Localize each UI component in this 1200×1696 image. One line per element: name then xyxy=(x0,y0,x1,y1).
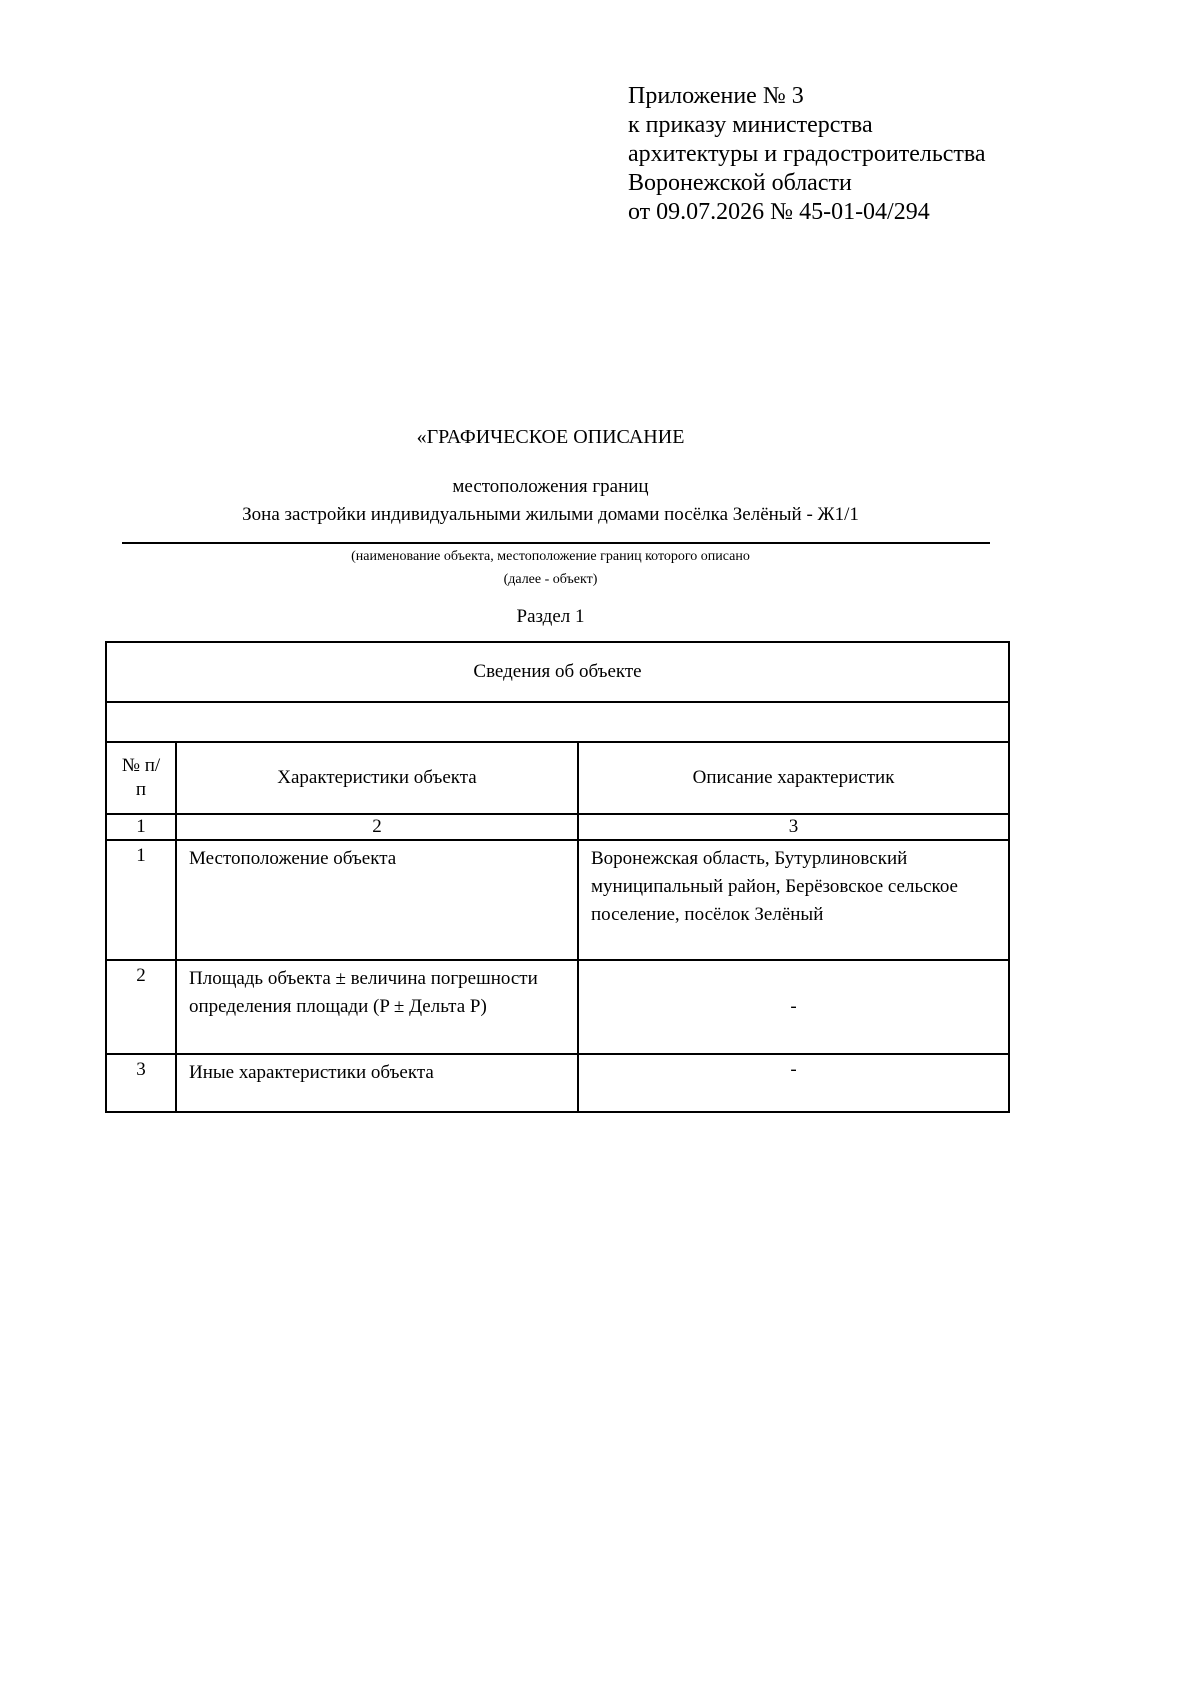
column-number: 1 xyxy=(106,814,176,840)
column-header-number xyxy=(106,742,176,814)
appendix-line: архитектуры и градостроительства xyxy=(628,141,986,167)
document-subtitle: местоположения границ xyxy=(452,476,649,497)
row-number: 1 xyxy=(106,840,176,960)
row-characteristic: Иные характеристики объекта xyxy=(176,1054,578,1112)
row-number: 2 xyxy=(106,960,176,1054)
underline-rule xyxy=(122,542,990,544)
appendix-block xyxy=(628,82,986,227)
row-characteristic: Площадь объекта ± величина погрешности определения площади (P ± Дельта P) xyxy=(176,960,578,1054)
table-row xyxy=(106,1054,1009,1112)
section-label: Раздел 1 xyxy=(516,606,585,627)
column-header-description: Описание характеристик xyxy=(578,742,1009,814)
table-row xyxy=(106,840,1009,960)
empty-row xyxy=(106,702,1009,742)
object-info-table xyxy=(105,641,1010,1113)
appendix-line: от 09.07.2026 № 45-01-04/294 xyxy=(628,199,930,225)
appendix-line: Приложение № 3 xyxy=(628,83,804,109)
table-title: Сведения об объекте xyxy=(106,642,1009,702)
object-caption: (наименование объекта, местоположение границ которого описано xyxy=(351,549,750,564)
row-description: - xyxy=(578,1054,1009,1112)
document-title: «ГРАФИЧЕСКОЕ ОПИСАНИЕ xyxy=(416,426,685,448)
object-name: Зона застройки индивидуальными жилыми домами посёлка Зелёный - Ж1/1 xyxy=(242,504,859,525)
column-number: 3 xyxy=(578,814,1009,840)
row-number: 3 xyxy=(106,1054,176,1112)
table-row xyxy=(106,960,1009,1054)
column-number: 2 xyxy=(176,814,578,840)
object-caption-note: (далее - объект) xyxy=(503,572,598,587)
appendix-line: Воронежской области xyxy=(628,170,852,196)
appendix-line: к приказу министерства xyxy=(628,112,873,138)
row-description: - xyxy=(578,960,1009,1054)
row-characteristic: Местоположение объекта xyxy=(176,840,578,960)
column-header-characteristics: Характеристики объекта xyxy=(176,742,578,814)
row-description: Воронежская область, Бутурлиновский муниципальный район, Берёзовское сельское поселение, посёлок Зелёный xyxy=(578,840,1009,960)
column-header-number-label: № п/п xyxy=(121,755,161,800)
